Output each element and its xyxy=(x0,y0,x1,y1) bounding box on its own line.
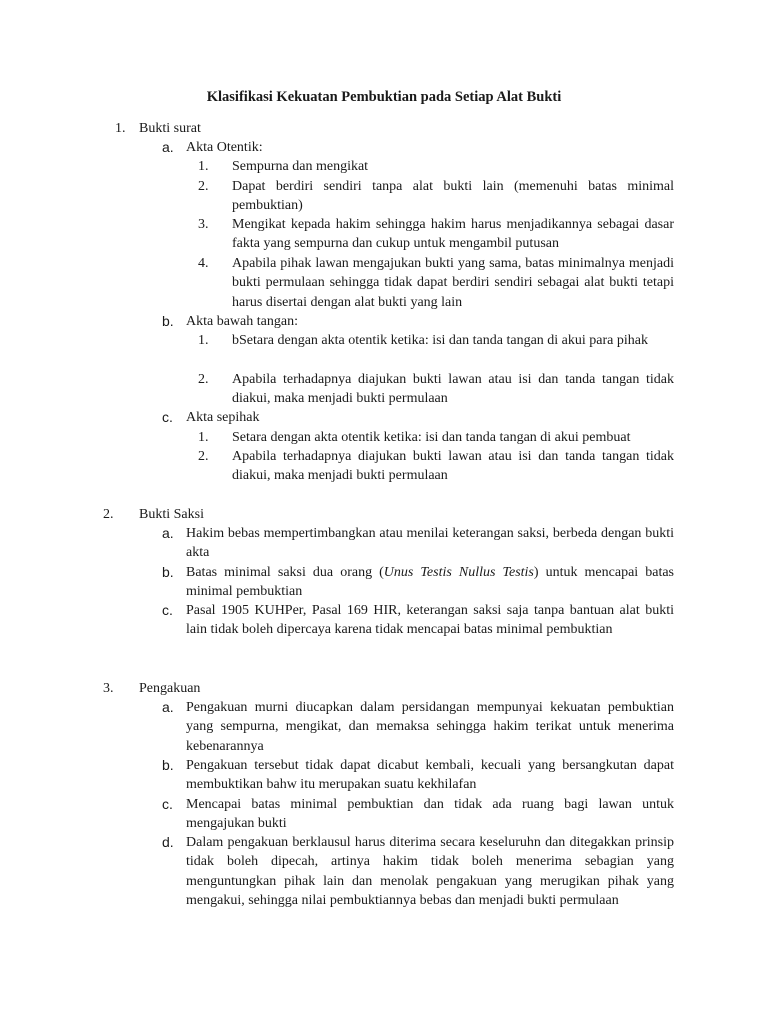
item-marker: c. xyxy=(162,409,173,425)
item-marker: b. xyxy=(162,313,174,329)
subitem-text: Apabila terhadapnya diajukan bukti lawan atau isi dan tanda tangan tidak diakui, maka menjadi bukti permulaan xyxy=(232,372,674,407)
item-label: Akta Otentik: xyxy=(186,140,263,155)
subitem-number: 2. xyxy=(198,449,209,464)
subitem-number: 2. xyxy=(198,372,209,387)
item-text: Pasal 1905 KUHPer, Pasal 169 HIR, keterangan saksi saja tanpa bantuan alat bukti lain tidak boleh dipercaya karena tidak mencapai batas minimal pembuktian xyxy=(186,603,674,638)
subitem-text: Dapat berdiri sendiri tanpa alat bukti lain (memenuhi batas minimal pembuktian) xyxy=(232,179,674,214)
item-text: Batas minimal saksi dua orang (Unus Testis Nullus Testis) untuk mencapai batas minimal pembuktian xyxy=(186,565,674,600)
subitem-text: Apabila terhadapnya diajukan bukti lawan atau isi dan tanda tangan tidak diakui, maka menjadi bukti permulaan xyxy=(232,449,674,484)
item-marker: c. xyxy=(162,796,173,812)
item-text: Pengakuan tersebut tidak dapat dicabut kembali, kecuali yang bersangkutan dapat membuktikan bahw itu merupakan suatu kekhilafan xyxy=(186,758,674,793)
subitem-text: Apabila pihak lawan mengajukan bukti yang sama, batas minimalnya menjadi bukti permulaan sehingga tidak dapat berdiri sendiri sebagai alat bukti tetapi harus disertai dengan alat bukti yang lain xyxy=(232,256,674,310)
subitem-text: Mengikat kepada hakim sehingga hakim harus menjadikannya sebagai dasar fakta yang sempurna dan cukup untuk mengambil putusan xyxy=(232,217,674,252)
item-text: Hakim bebas mempertimbangkan atau menilai keterangan saksi, berbeda dengan bukti akta xyxy=(186,526,674,561)
item-label: Akta sepihak xyxy=(186,410,260,425)
subitem-number: 3. xyxy=(198,217,209,232)
item-marker: b. xyxy=(162,564,174,580)
subitem-number: 1. xyxy=(198,333,209,348)
section-heading: Bukti surat xyxy=(139,121,201,136)
latin-phrase: Unus Testis Nullus Testis xyxy=(383,565,534,580)
subitem-text: Setara dengan akta otentik ketika: isi dan tanda tangan di akui pembuat xyxy=(232,430,631,445)
subitem-number: 2. xyxy=(198,179,209,194)
section-number: 3. xyxy=(103,681,114,696)
subitem-number: 1. xyxy=(198,159,209,174)
section-number: 1. xyxy=(115,121,126,136)
subitem-number: 4. xyxy=(198,256,209,271)
item-text: Pengakuan murni diucapkan dalam persidangan mempunyai kekuatan pembuktian yang sempurna, mengikat, dan memaksa sehingga hakim terikat untuk menerima kebenarannya xyxy=(186,700,674,754)
item-marker: c. xyxy=(162,602,173,618)
subitem-text: bSetara dengan akta otentik ketika: isi dan tanda tangan di akui para pihak xyxy=(232,333,648,348)
item-label: Akta bawah tangan: xyxy=(186,314,298,329)
item-text: Mencapai batas minimal pembuktian dan tidak ada ruang bagi lawan untuk mengajukan bukti xyxy=(186,797,674,832)
section-number: 2. xyxy=(103,507,114,522)
item-marker: a. xyxy=(162,139,174,155)
section-heading: Pengakuan xyxy=(139,681,201,696)
item-marker: d. xyxy=(162,834,174,850)
document-title: Klasifikasi Kekuatan Pembuktian pada Setiap Alat Bukti xyxy=(206,89,562,105)
item-marker: a. xyxy=(162,525,174,541)
subitem-number: 1. xyxy=(198,430,209,445)
subitem-text: Sempurna dan mengikat xyxy=(232,159,369,174)
item-marker: a. xyxy=(162,699,174,715)
item-text: Dalam pengakuan berklausul harus diterima secara keseluruhn dan ditegakkan prinsip tidak boleh dipecah, artinya hakim tidak boleh menerima sebagian yang menguntungkan pihak lain dan menolak pengakuan yang merugikan pihak yang mengakui, sehingga nilai pembuktiannya bebas dan menjadi bukti permulaan xyxy=(186,835,674,908)
section-heading: Bukti Saksi xyxy=(139,507,204,522)
item-marker: b. xyxy=(162,757,174,773)
